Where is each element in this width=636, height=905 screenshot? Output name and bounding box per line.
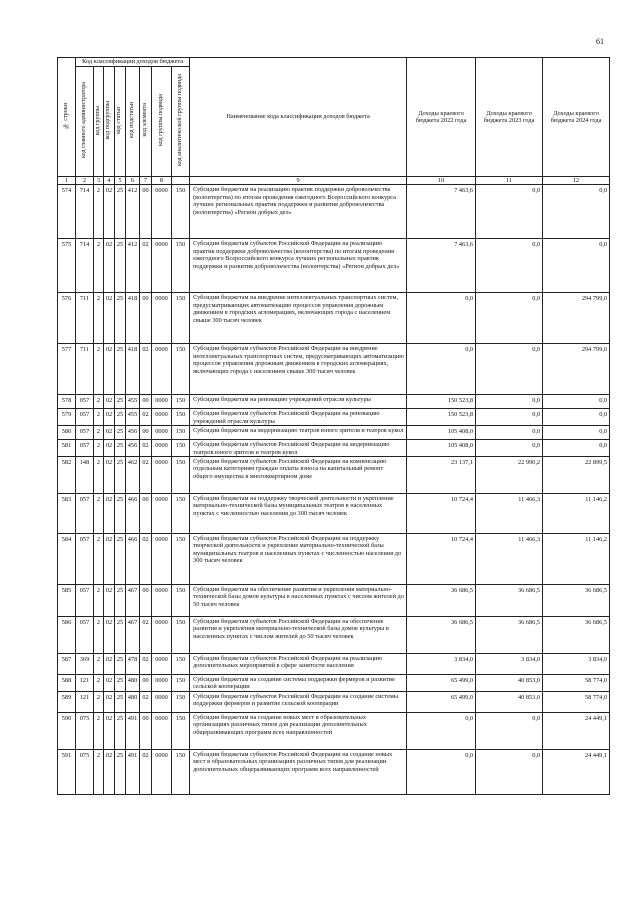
- admin-code: 057: [76, 534, 94, 585]
- subarticle-code: 466: [126, 534, 140, 585]
- element-code: 02: [140, 409, 152, 426]
- header-subgroup-code: код подгруппы: [104, 67, 115, 177]
- table-row: [58, 239, 610, 293]
- item-name: Субсидии бюджетам на обеспечение развития и укрепления материально-технической базы домов культуры в населенных пунктах с числом жителей до 50 тысяч человек: [190, 585, 407, 617]
- amount-2023: 22 990,2: [476, 457, 543, 494]
- subarticle-code: 418: [126, 344, 140, 395]
- group-code: 2: [94, 494, 104, 534]
- article-code: 25: [115, 585, 126, 617]
- analytic-group-code: 150: [172, 691, 190, 712]
- item-name: Субсидии бюджетам на реновацию учреждений отрасли культуры: [190, 395, 407, 409]
- admin-code: 714: [76, 185, 94, 239]
- item-name: Субсидии бюджетам субъектов Российской Федерации на реновацию учреждений отрасли культуры: [190, 409, 407, 426]
- row-number: 590: [58, 712, 76, 749]
- amount-2022: 36 686,5: [407, 585, 476, 617]
- amount-2023: 0,0: [476, 409, 543, 426]
- admin-code: 075: [76, 712, 94, 749]
- subgroup-code: 02: [104, 749, 115, 794]
- admin-code: 711: [76, 344, 94, 395]
- group-code: 2: [94, 293, 104, 344]
- col-number: 10: [407, 177, 476, 185]
- article-code: 25: [115, 344, 126, 395]
- subarticle-code: 456: [126, 426, 140, 440]
- group-code: 2: [94, 426, 104, 440]
- table-row: [58, 426, 610, 440]
- element-code: 00: [140, 395, 152, 409]
- element-code: 02: [140, 457, 152, 494]
- subtype-group-code: 0000: [152, 534, 172, 585]
- element-code: 02: [140, 654, 152, 675]
- subgroup-code: 02: [104, 534, 115, 585]
- admin-code: 369: [76, 654, 94, 675]
- article-code: 25: [115, 675, 126, 692]
- subgroup-code: 02: [104, 457, 115, 494]
- table-row: [58, 409, 610, 426]
- element-code: 00: [140, 585, 152, 617]
- admin-code: 121: [76, 675, 94, 692]
- analytic-group-code: 150: [172, 239, 190, 293]
- amount-2023: 0,0: [476, 185, 543, 239]
- admin-code: 057: [76, 585, 94, 617]
- table-row: [58, 749, 610, 794]
- subgroup-code: 02: [104, 426, 115, 440]
- amount-2023: 0,0: [476, 440, 543, 457]
- subtype-group-code: 0000: [152, 617, 172, 654]
- subtype-group-code: 0000: [152, 654, 172, 675]
- analytic-group-code: 150: [172, 426, 190, 440]
- article-code: 25: [115, 654, 126, 675]
- group-code: 2: [94, 691, 104, 712]
- subarticle-code: 491: [126, 749, 140, 794]
- article-code: 25: [115, 293, 126, 344]
- item-name: Субсидии бюджетам на реализацию практик поддержки добровольчества (волонтерства) по итогам проведения ежегодного Всероссийского конкурса лучших региональных практик поддержки и развития добровольчества (волонтерства) «Регион добрых дел»: [190, 185, 407, 239]
- row-number: 583: [58, 494, 76, 534]
- amount-2022: 0,0: [407, 749, 476, 794]
- amount-2023: 0,0: [476, 293, 543, 344]
- amount-2022: 105 408,0: [407, 426, 476, 440]
- subgroup-code: 02: [104, 440, 115, 457]
- subtype-group-code: 0000: [152, 749, 172, 794]
- analytic-group-code: 150: [172, 494, 190, 534]
- item-name: Субсидии бюджетам субъектов Российской Федерации на реализацию дополнительных мероприятий в сфере занятости населения: [190, 654, 407, 675]
- admin-code: 057: [76, 617, 94, 654]
- group-code: 2: [94, 585, 104, 617]
- article-code: 25: [115, 712, 126, 749]
- header-subarticle-code: код подстатьи: [126, 67, 140, 177]
- amount-2023: 40 853,0: [476, 675, 543, 692]
- group-code: 2: [94, 457, 104, 494]
- amount-2024: 0,0: [543, 409, 610, 426]
- subtype-group-code: 0000: [152, 426, 172, 440]
- amount-2024: 11 146,2: [543, 494, 610, 534]
- col-number: 1: [58, 177, 76, 185]
- amount-2022: 3 834,0: [407, 654, 476, 675]
- table-row: [58, 457, 610, 494]
- item-name: Субсидии бюджетам субъектов Российской Федерации на компенсацию отдельным категориям граждан оплаты взноса на капитальный ремонт общего имущества в многоквартирном доме: [190, 457, 407, 494]
- amount-2023: 36 686,5: [476, 617, 543, 654]
- amount-2023: 40 853,0: [476, 691, 543, 712]
- item-name: Субсидии бюджетам субъектов Российской Федерации на внедрение интеллектуальных транспортных систем, предусматривающих автоматизацию процессов управления дорожным движением в городских агломерациях, включающих города с населением свыше 300 тысяч человек: [190, 344, 407, 395]
- item-name: Субсидии бюджетам субъектов Российской Федерации на создание новых мест в образовательных организациях различных типов для реализации дополнительных общеразвивающих программ всех направленностей: [190, 749, 407, 794]
- analytic-group-code: 150: [172, 457, 190, 494]
- admin-code: 057: [76, 426, 94, 440]
- amount-2022: 150 523,8: [407, 409, 476, 426]
- element-code: 00: [140, 426, 152, 440]
- amount-2022: 65 499,0: [407, 675, 476, 692]
- col-number: 7: [140, 177, 152, 185]
- item-name: Субсидии бюджетам на модернизацию театров юного зрителя и театров кукол: [190, 426, 407, 440]
- group-code: 2: [94, 440, 104, 457]
- amount-2023: 0,0: [476, 426, 543, 440]
- article-code: 25: [115, 409, 126, 426]
- subtype-group-code: 0000: [152, 239, 172, 293]
- admin-code: 714: [76, 239, 94, 293]
- amount-2023: 0,0: [476, 239, 543, 293]
- col-number: 4: [104, 177, 115, 185]
- subarticle-code: 467: [126, 617, 140, 654]
- subtype-group-code: 0000: [152, 440, 172, 457]
- header-classification-group: Код классификации доходов бюджета: [76, 58, 190, 67]
- row-number: 586: [58, 617, 76, 654]
- subtype-group-code: 0000: [152, 675, 172, 692]
- table-row: [58, 691, 610, 712]
- row-number: 576: [58, 293, 76, 344]
- analytic-group-code: 150: [172, 617, 190, 654]
- element-code: 02: [140, 617, 152, 654]
- col-number: 5: [115, 177, 126, 185]
- analytic-group-code: 150: [172, 534, 190, 585]
- table-row: [58, 617, 610, 654]
- group-code: 2: [94, 617, 104, 654]
- subarticle-code: 480: [126, 675, 140, 692]
- group-code: 2: [94, 712, 104, 749]
- analytic-group-code: 150: [172, 293, 190, 344]
- table-row: [58, 654, 610, 675]
- amount-2023: 11 466,3: [476, 534, 543, 585]
- row-number: 577: [58, 344, 76, 395]
- subgroup-code: 02: [104, 409, 115, 426]
- row-number: 582: [58, 457, 76, 494]
- column-number-row: [58, 177, 610, 185]
- subgroup-code: 02: [104, 675, 115, 692]
- subarticle-code: 491: [126, 712, 140, 749]
- subtype-group-code: 0000: [152, 691, 172, 712]
- header-subtype-group-code: код группы подвида: [152, 67, 172, 177]
- header-row-number: № строки: [58, 58, 76, 177]
- group-code: 2: [94, 654, 104, 675]
- header-2024: Доходы краевого бюджета 2024 года: [543, 58, 610, 177]
- col-number: 8: [152, 177, 172, 185]
- item-name: Субсидии бюджетам на создание системы поддержки фермеров и развитие сельской кооперации: [190, 675, 407, 692]
- row-number: 579: [58, 409, 76, 426]
- table-row: [58, 585, 610, 617]
- amount-2024: 0,0: [543, 239, 610, 293]
- subarticle-code: 412: [126, 185, 140, 239]
- subgroup-code: 02: [104, 654, 115, 675]
- amount-2024: 11 146,2: [543, 534, 610, 585]
- row-number: 575: [58, 239, 76, 293]
- amount-2024: 22 899,5: [543, 457, 610, 494]
- item-name: Субсидии бюджетам субъектов Российской Федерации на создание системы поддержки фермеров и развитие сельской кооперации: [190, 691, 407, 712]
- row-number: 584: [58, 534, 76, 585]
- subtype-group-code: 0000: [152, 185, 172, 239]
- header-2023: Доходы краевого бюджета 2023 года: [476, 58, 543, 177]
- amount-2024: 0,0: [543, 440, 610, 457]
- col-number: 9: [190, 177, 407, 185]
- col-number: [172, 177, 190, 185]
- analytic-group-code: 150: [172, 185, 190, 239]
- amount-2024: 58 774,0: [543, 691, 610, 712]
- subarticle-code: 418: [126, 293, 140, 344]
- amount-2023: 3 834,0: [476, 654, 543, 675]
- amount-2023: 11 466,3: [476, 494, 543, 534]
- subgroup-code: 02: [104, 494, 115, 534]
- element-code: 00: [140, 675, 152, 692]
- subgroup-code: 02: [104, 691, 115, 712]
- amount-2024: 36 686,5: [543, 617, 610, 654]
- amount-2024: 3 834,0: [543, 654, 610, 675]
- row-number: 587: [58, 654, 76, 675]
- item-name: Субсидии бюджетам субъектов Российской Федерации на модернизацию театров юного зрителя и театров кукол: [190, 440, 407, 457]
- page-number: 61: [596, 37, 604, 46]
- col-number: 2: [76, 177, 94, 185]
- group-code: 2: [94, 749, 104, 794]
- row-number: 581: [58, 440, 76, 457]
- amount-2023: 0,0: [476, 749, 543, 794]
- amount-2024: 0,0: [543, 185, 610, 239]
- amount-2022: 105 408,0: [407, 440, 476, 457]
- admin-code: 057: [76, 494, 94, 534]
- item-name: Субсидии бюджетам субъектов Российской Федерации на поддержку творческой деятельности и укрепление материально-технической базы муниципальных театров в населенных пунктах с численностью населения до 300 тысяч человек: [190, 534, 407, 585]
- header-article-code: код статьи: [115, 67, 126, 177]
- article-code: 25: [115, 494, 126, 534]
- article-code: 25: [115, 426, 126, 440]
- group-code: 2: [94, 409, 104, 426]
- article-code: 25: [115, 239, 126, 293]
- subgroup-code: 02: [104, 344, 115, 395]
- analytic-group-code: 150: [172, 749, 190, 794]
- col-number: 12: [543, 177, 610, 185]
- col-number: 6: [126, 177, 140, 185]
- subtype-group-code: 0000: [152, 395, 172, 409]
- element-code: 02: [140, 239, 152, 293]
- group-code: 2: [94, 344, 104, 395]
- article-code: 25: [115, 440, 126, 457]
- element-code: 02: [140, 749, 152, 794]
- subarticle-code: 455: [126, 409, 140, 426]
- amount-2024: 36 686,5: [543, 585, 610, 617]
- admin-code: 148: [76, 457, 94, 494]
- article-code: 25: [115, 395, 126, 409]
- col-number: 3: [94, 177, 104, 185]
- amount-2024: 0,0: [543, 426, 610, 440]
- amount-2022: 0,0: [407, 293, 476, 344]
- header-element-code: код элемента: [140, 67, 152, 177]
- amount-2022: 0,0: [407, 344, 476, 395]
- header-admin-code: код главного администратора: [76, 67, 94, 177]
- row-number: 580: [58, 426, 76, 440]
- admin-code: 057: [76, 440, 94, 457]
- subtype-group-code: 0000: [152, 494, 172, 534]
- admin-code: 057: [76, 395, 94, 409]
- table-row: [58, 494, 610, 534]
- col-number: 11: [476, 177, 543, 185]
- subgroup-code: 02: [104, 395, 115, 409]
- analytic-group-code: 150: [172, 409, 190, 426]
- table-row: [58, 293, 610, 344]
- article-code: 25: [115, 534, 126, 585]
- subarticle-code: 480: [126, 691, 140, 712]
- subtype-group-code: 0000: [152, 712, 172, 749]
- amount-2024: 294 799,0: [543, 293, 610, 344]
- analytic-group-code: 150: [172, 440, 190, 457]
- group-code: 2: [94, 395, 104, 409]
- element-code: 00: [140, 712, 152, 749]
- amount-2022: 7 463,6: [407, 239, 476, 293]
- table-row: [58, 712, 610, 749]
- amount-2024: 0,0: [543, 395, 610, 409]
- subgroup-code: 02: [104, 585, 115, 617]
- row-number: 588: [58, 675, 76, 692]
- item-name: Субсидии бюджетам субъектов Российской Федерации на реализацию практик поддержки добровольчества (волонтерства) по итогам проведения ежегодного Всероссийского конкурса лучших региональных практик поддержки и развития добровольчества (волонтерства) «Регион добрых дел»: [190, 239, 407, 293]
- amount-2022: 0,0: [407, 712, 476, 749]
- amount-2022: 36 686,5: [407, 617, 476, 654]
- subgroup-code: 02: [104, 239, 115, 293]
- amount-2022: 65 499,0: [407, 691, 476, 712]
- analytic-group-code: 150: [172, 395, 190, 409]
- row-number: 591: [58, 749, 76, 794]
- header-2022: Доходы краевого бюджета 2022 года: [407, 58, 476, 177]
- article-code: 25: [115, 617, 126, 654]
- amount-2024: 58 774,0: [543, 675, 610, 692]
- subarticle-code: 455: [126, 395, 140, 409]
- row-number: 589: [58, 691, 76, 712]
- table-row: [58, 395, 610, 409]
- analytic-group-code: 150: [172, 344, 190, 395]
- header-analytic-group-code: код аналитической группы подвида: [172, 67, 190, 177]
- article-code: 25: [115, 749, 126, 794]
- table-row: [58, 675, 610, 692]
- analytic-group-code: 150: [172, 712, 190, 749]
- subarticle-code: 412: [126, 239, 140, 293]
- analytic-group-code: 150: [172, 654, 190, 675]
- article-code: 25: [115, 457, 126, 494]
- admin-code: 075: [76, 749, 94, 794]
- element-code: 02: [140, 344, 152, 395]
- item-name: Субсидии бюджетам на поддержку творческой деятельности и укрепление материально-технической базы муниципальных театров в населенных пунктах с численностью населения до 300 тысяч человек: [190, 494, 407, 534]
- amount-2022: 10 724,4: [407, 534, 476, 585]
- element-code: 02: [140, 440, 152, 457]
- element-code: 02: [140, 691, 152, 712]
- subarticle-code: 478: [126, 654, 140, 675]
- header-name: Наименование кода классификации доходов бюджета: [190, 58, 407, 177]
- amount-2024: 24 449,1: [543, 712, 610, 749]
- item-name: Субсидии бюджетам субъектов Российской Федерации на обеспечение развития и укрепления материально-технической базы домов культуры в населенных пунктах с числом жителей до 50 тысяч человек: [190, 617, 407, 654]
- row-number: 585: [58, 585, 76, 617]
- amount-2023: 0,0: [476, 712, 543, 749]
- admin-code: 711: [76, 293, 94, 344]
- table-row: [58, 440, 610, 457]
- table-body: [58, 185, 610, 794]
- row-number: 578: [58, 395, 76, 409]
- subtype-group-code: 0000: [152, 344, 172, 395]
- subgroup-code: 02: [104, 185, 115, 239]
- subtype-group-code: 0000: [152, 409, 172, 426]
- article-code: 25: [115, 185, 126, 239]
- subtype-group-code: 0000: [152, 293, 172, 344]
- subtype-group-code: 0000: [152, 457, 172, 494]
- amount-2023: 0,0: [476, 395, 543, 409]
- admin-code: 057: [76, 409, 94, 426]
- subarticle-code: 456: [126, 440, 140, 457]
- table-row: [58, 185, 610, 239]
- amount-2023: 36 686,5: [476, 585, 543, 617]
- subarticle-code: 466: [126, 494, 140, 534]
- amount-2022: 150 523,8: [407, 395, 476, 409]
- subarticle-code: 467: [126, 585, 140, 617]
- row-number: 574: [58, 185, 76, 239]
- admin-code: 121: [76, 691, 94, 712]
- analytic-group-code: 150: [172, 585, 190, 617]
- subgroup-code: 02: [104, 293, 115, 344]
- item-name: Субсидии бюджетам на создание новых мест в образовательных организациях различных типов для реализации дополнительных общеразвивающих программ всех направленностей: [190, 712, 407, 749]
- subtype-group-code: 0000: [152, 585, 172, 617]
- item-name: Субсидии бюджетам на внедрение интеллектуальных транспортных систем, предусматривающих автоматизацию процессов управления дорожным движением в городских агломерациях, включающих города с населением свыше 300 тысяч человек: [190, 293, 407, 344]
- element-code: 02: [140, 534, 152, 585]
- group-code: 2: [94, 185, 104, 239]
- element-code: 00: [140, 185, 152, 239]
- amount-2024: 294 799,0: [543, 344, 610, 395]
- table-row: [58, 344, 610, 395]
- group-code: 2: [94, 534, 104, 585]
- subgroup-code: 02: [104, 712, 115, 749]
- table-row: [58, 534, 610, 585]
- group-code: 2: [94, 675, 104, 692]
- amount-2022: 7 463,6: [407, 185, 476, 239]
- analytic-group-code: 150: [172, 675, 190, 692]
- subarticle-code: 462: [126, 457, 140, 494]
- element-code: 00: [140, 494, 152, 534]
- article-code: 25: [115, 691, 126, 712]
- amount-2023: 0,0: [476, 344, 543, 395]
- amount-2022: 10 724,4: [407, 494, 476, 534]
- header-group-code: код группы: [94, 67, 104, 177]
- amount-2024: 24 449,1: [543, 749, 610, 794]
- element-code: 00: [140, 293, 152, 344]
- group-code: 2: [94, 239, 104, 293]
- amount-2022: 23 137,1: [407, 457, 476, 494]
- revenue-classification-table: [57, 57, 610, 795]
- subgroup-code: 02: [104, 617, 115, 654]
